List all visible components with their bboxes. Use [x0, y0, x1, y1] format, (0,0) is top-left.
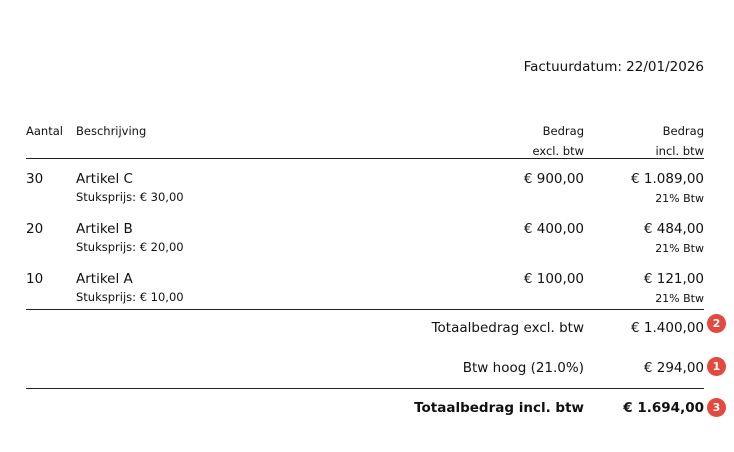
row-amount-incl: € 484,00 — [643, 221, 704, 237]
row-amount-incl: € 1.089,00 — [631, 171, 704, 187]
vat-total-row — [0, 360, 734, 380]
number-badge: 2 — [707, 314, 726, 333]
total-incl-vat-label: Totaalbedrag incl. btw — [414, 400, 584, 416]
header-divider — [26, 158, 704, 159]
row-amount-excl: € 400,00 — [523, 221, 584, 237]
row-unit-price: Stuksprijs: € 10,00 — [76, 290, 184, 304]
row-amount-excl: € 100,00 — [523, 271, 584, 287]
invoice-date: Factuurdatum: 22/01/2026 — [523, 59, 704, 75]
table-row — [0, 221, 734, 265]
total-excl-vat-row — [0, 320, 734, 340]
row-vat-rate: 21% Btw — [655, 292, 704, 305]
total-excl-vat-label: Totaalbedrag excl. btw — [431, 320, 584, 336]
number-badge: 3 — [707, 398, 726, 417]
row-vat-rate: 21% Btw — [655, 242, 704, 255]
table-header-description: Beschrijving — [76, 124, 147, 138]
totals-divider — [26, 388, 704, 389]
table-row — [0, 171, 734, 215]
row-item-name: Artikel B — [76, 221, 133, 237]
table-header-amount-excl — [532, 121, 584, 161]
vat-total-value: € 294,00 — [643, 360, 704, 376]
number-badge: 1 — [707, 357, 726, 376]
total-excl-vat-value: € 1.400,00 — [631, 320, 704, 336]
total-incl-vat-value: € 1.694,00 — [623, 400, 704, 416]
vat-total-label: Btw hoog (21.0%) — [462, 360, 584, 376]
row-item-name: Artikel A — [76, 271, 133, 287]
row-qty: 30 — [26, 171, 44, 187]
row-unit-price: Stuksprijs: € 20,00 — [76, 240, 184, 254]
total-incl-vat-row — [0, 400, 734, 420]
header-amount-excl-line2: excl. btw — [532, 144, 584, 158]
row-qty: 20 — [26, 221, 44, 237]
row-qty: 10 — [26, 271, 44, 287]
row-amount-excl: € 900,00 — [523, 171, 584, 187]
items-divider — [26, 309, 704, 310]
header-amount-incl-line1: Bedrag — [662, 124, 704, 138]
row-vat-rate: 21% Btw — [655, 192, 704, 205]
row-unit-price: Stuksprijs: € 30,00 — [76, 190, 184, 204]
row-item-name: Artikel C — [76, 171, 133, 187]
header-amount-excl-line1: Bedrag — [542, 124, 584, 138]
row-amount-incl: € 121,00 — [643, 271, 704, 287]
header-amount-incl-line2: incl. btw — [655, 144, 704, 158]
table-header-qty: Aantal — [26, 124, 63, 138]
table-header-amount-incl — [655, 121, 704, 161]
